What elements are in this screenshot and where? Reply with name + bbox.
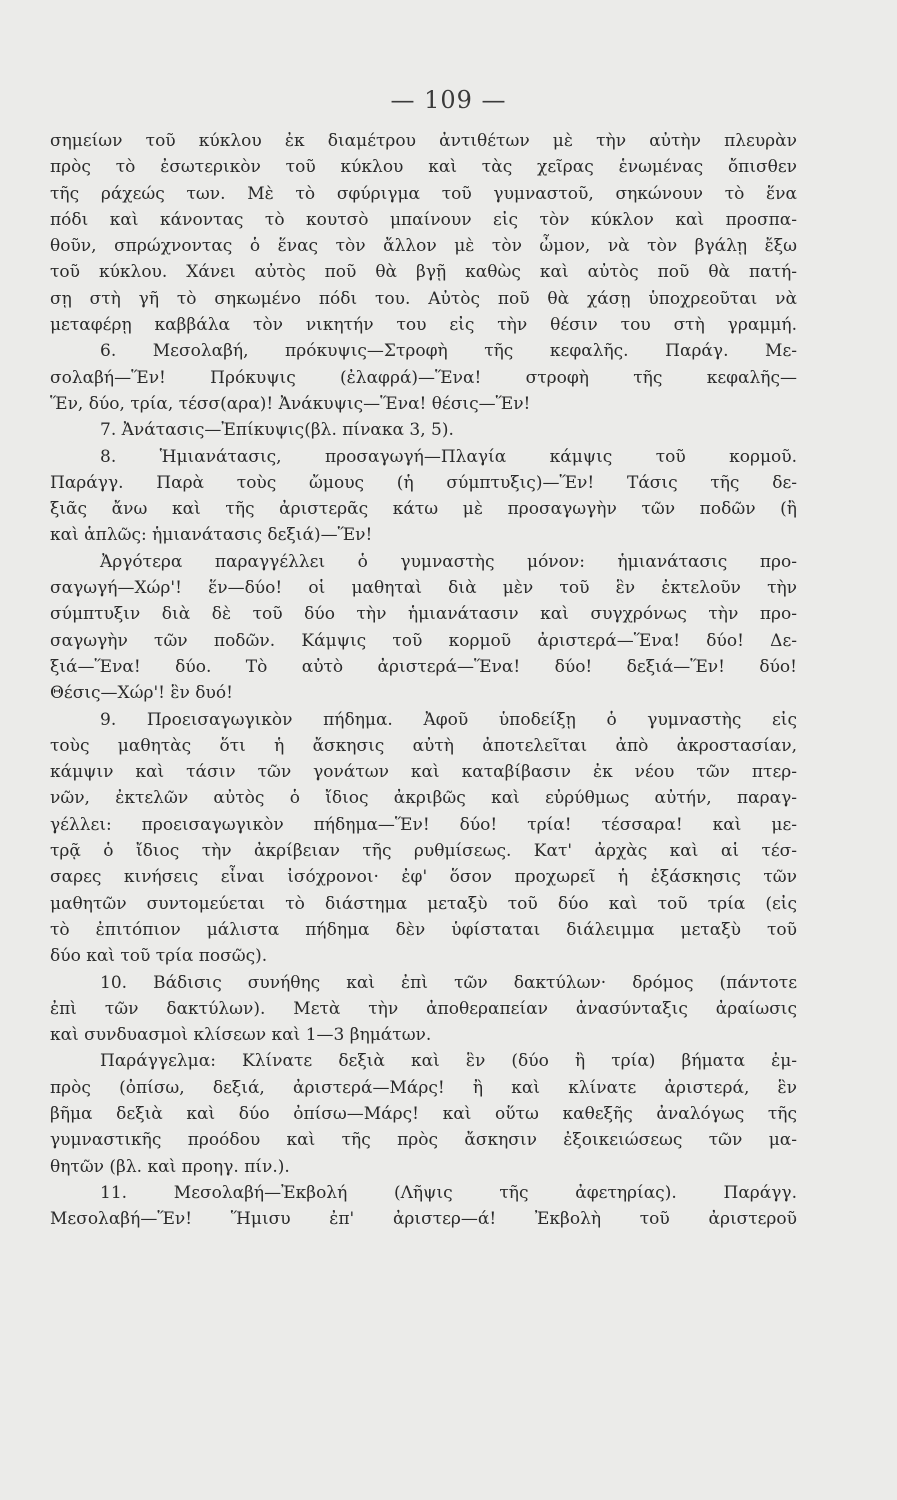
text-line: γέλλει: προεισαγωγικὸν πήδημα—Ἕν! δύο! τρία! τέσσαρα! καὶ με- — [50, 814, 797, 835]
text-line: δύο καὶ τοῦ τρία ποσῶς). — [50, 946, 268, 967]
text-line: σαγωγή—Χώρ'! ἕν—δύο! οἱ μαθηταὶ διὰ μὲν τοῦ ἓν ἐκτελοῦν τὴν — [50, 578, 797, 599]
text-line: σολαβή—Ἕν! Πρόκυψις (ἐλαφρά)—Ἕνα! στροφὴ τῆς κεφαλῆς— — [50, 367, 797, 388]
body-text — [50, 128, 797, 1232]
text-line: μαθητῶν συντομεύεται τὸ διάστημα μεταξὺ τοῦ δύο καὶ τοῦ τρία (εἰς — [50, 893, 797, 914]
text-line: σημείων τοῦ κύκλου ἐκ διαμέτρου ἀντιθέτων μὲ τὴν αὐτὴν πλευρὰν — [50, 131, 797, 151]
text-line: πόδι καὶ κάνοντας τὸ κουτσὸ μπαίνουν εἰς τὸν κύκλον καὶ προσπα- — [50, 209, 797, 230]
text-line: μεταφέρῃ καββάλα τὸν νικητήν του εἰς τὴν θέσιν του στὴ γραμμή. — [50, 315, 797, 336]
text-line: Παράγγ. Παρὰ τοὺς ὤμους (ἡ σύμπτυξις)—Ἕν! Τάσις τῆς δε- — [50, 472, 797, 493]
text-line: γυμναστικῆς προόδου καὶ τῆς πρὸς ἄσκησιν ἐξοικειώσεως τῶν μα- — [50, 1130, 797, 1151]
text-line: Ἀργότερα παραγγέλλει ὁ γυμναστὴς μόνον: ἡμιανάτασις προ- — [100, 551, 797, 572]
text-line: τὸ ἐπιτόπιον μάλιστα πήδημα δὲν ὑφίσταται διάλειμμα μεταξὺ τοῦ — [50, 919, 797, 940]
text-line: 6. Μεσολαβή, πρόκυψις—Στροφὴ τῆς κεφαλῆς. Παράγ. Με- — [100, 341, 797, 362]
text-line: 11. Μεσολαβή—Ἐκβολή (Λῆψις τῆς ἀφετηρίας). Παράγγ. — [100, 1182, 797, 1203]
text-line: καὶ συνδυασμοὶ κλίσεων καὶ 1—3 βημάτων. — [50, 1025, 432, 1046]
text-line: 7. Ἀνάτασις—Ἐπίκυψις(βλ. πίνακα 3, 5). — [100, 420, 454, 441]
page-number: — 109 — — [390, 86, 507, 114]
text-line: Μεσολαβή—Ἕν! Ἥμισυ ἐπ' ἀριστερ—ά! Ἐκβολὴ τοῦ ἀριστεροῦ — [50, 1209, 797, 1230]
text-line: σύμπτυξιν διὰ δὲ τοῦ δύο τὴν ἡμιανάτασιν καὶ συγχρόνως τὴν προ- — [50, 604, 797, 625]
text-line: τοῦ κύκλου. Χάνει αὐτὸς ποῦ θὰ βγῇ καθὼς καὶ αὐτὸς ποῦ θὰ πατή- — [50, 262, 797, 283]
text-line: νῶν, ἐκτελῶν αὐτὸς ὁ ἴδιος ἀκριβῶς καὶ εὐρύθμως αὐτήν, παραγ- — [50, 788, 797, 809]
text-line: θοῦν, σπρώχνοντας ὁ ἕνας τὸν ἄλλον μὲ τὸν ὦμον, νὰ τὸν βγάλῃ ἔξω — [50, 236, 797, 257]
text-line: Παράγγελμα: Κλίνατε δεξιὰ καὶ ἓν (δύο ἢ τρία) βήματα ἐμ- — [100, 1051, 797, 1072]
text-line: τοὺς μαθητὰς ὅτι ἡ ἄσκησις αὐτὴ ἀποτελεῖται ἀπὸ ἀκροστασίαν, — [50, 735, 797, 756]
text-line: ἐπὶ τῶν δακτύλων). Μετὰ τὴν ἀποθεραπείαν ἀνασύνταξις ἀραίωσις — [50, 998, 797, 1019]
text-line: ξιᾶς ἄνω καὶ τῆς ἀριστερᾶς κάτω μὲ προσαγωγὴν τῶν ποδῶν (ἢ — [50, 499, 797, 520]
text-line: τῆς ράχεώς των. Μὲ τὸ σφύριγμα τοῦ γυμναστοῦ, σηκώνουν τὸ ἕνα — [50, 183, 797, 204]
text-line: βῆμα δεξιὰ καὶ δύο ὀπίσω—Μάρς! καὶ οὕτω καθεξῆς ἀναλόγως τῆς — [50, 1103, 797, 1124]
text-line: Ἕν, δύο, τρία, τέσσ(αρα)! Ἀνάκυψις—Ἕνα! θέσις—Ἕν! — [50, 393, 531, 414]
text-line: πρὸς τὸ ἐσωτερικὸν τοῦ κύκλου καὶ τὰς χεῖρας ἑνωμένας ὄπισθεν — [50, 157, 797, 178]
text-line: ξιά—Ἕνα! δύο. Τὸ αὐτὸ ἀριστερά—Ἕνα! δύο! δεξιά—Ἕν! δύο! — [50, 656, 797, 677]
text-line: σῃ στὴ γῆ τὸ σηκωμένο πόδι του. Αὐτὸς ποῦ θὰ χάσῃ ὑποχρεοῦται νὰ — [50, 288, 797, 309]
text-line: 10. Βάδισις συνήθης καὶ ἐπὶ τῶν δακτύλων· δρόμος (πάντοτε — [100, 972, 797, 993]
text-line: 9. Προεισαγωγικὸν πήδημα. Ἀφοῦ ὑποδείξῃ ὁ γυμναστὴς εἰς — [100, 709, 797, 730]
text-line: 8. Ἡμιανάτασις, προσαγωγή—Πλαγία κάμψις τοῦ κορμοῦ. — [100, 446, 797, 467]
text-line: πρὸς (ὀπίσω, δεξιά, ἀριστερά—Μάρς! ἢ καὶ κλίνατε ἀριστερά, ἓν — [50, 1077, 797, 1098]
text-line: καὶ ἁπλῶς: ἡμιανάτασις δεξιά)—Ἕν! — [50, 525, 373, 546]
text-line: Θέσις—Χώρ'! ἓν δυό! — [50, 683, 233, 704]
text-line: σαρες κινήσεις εἶναι ἰσόχρονοι· ἐφ' ὅσον προχωρεῖ ἡ ἐξάσκησις τῶν — [50, 867, 797, 888]
text-line: τρᾷ ὁ ἴδιος τὴν ἀκρίβειαν τῆς ρυθμίσεως. Κατ' ἀρχὰς καὶ αἱ τέσ- — [50, 841, 797, 862]
text-line: σαγωγὴν τῶν ποδῶν. Κάμψις τοῦ κορμοῦ ἀριστερά—Ἕνα! δύο! Δε- — [50, 630, 797, 651]
text-line: κάμψιν καὶ τάσιν τῶν γονάτων καὶ καταβίβασιν ἐκ νέου τῶν πτερ- — [50, 762, 797, 783]
text-line: θητῶν (βλ. καὶ προηγ. πίν.). — [50, 1156, 290, 1177]
